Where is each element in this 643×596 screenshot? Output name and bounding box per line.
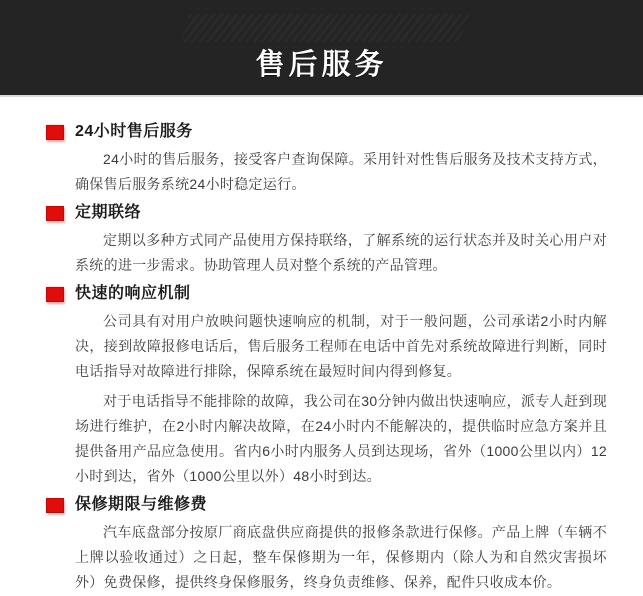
red-square-bullet-icon (46, 287, 64, 302)
section-paragraph: 24小时的售后服务，接受客户查询保障。采用针对性售后服务及技术支持方式，确保售后服务系统24小时稳定运行。 (75, 151, 607, 192)
page-header (0, 0, 643, 97)
section-regular-contact (46, 203, 607, 278)
section-heading: 24小时售后服务 (75, 123, 193, 140)
page-title: 售后服务 (255, 49, 388, 81)
section-heading-row (46, 284, 607, 304)
section-paragraph: 定期以多种方式同产品使用方保持联络，了解系统的运行状态并及时关心用户对系统的进一步需求。协助管理人员对整个系统的产品管理。 (75, 232, 607, 273)
section-heading-row (46, 203, 607, 223)
content (0, 97, 643, 595)
section-warranty-fees (46, 495, 607, 595)
section-heading-row (46, 495, 607, 515)
section-quick-response (46, 284, 607, 489)
red-square-bullet-icon (46, 498, 64, 513)
section-paragraph: 汽车底盘部分按原厂商底盘供应商提供的报修条款进行保修。产品上牌（车辆不上牌以验收通过）之日起，整车保修期为一年，保修期内（除人为和自然灾害损坏外）免费保修，提供终身保修服务，终身负责维修、保养，配件只收成本价。 (75, 524, 607, 590)
red-square-bullet-icon (46, 206, 64, 221)
section-heading: 保修期限与维修费 (75, 496, 208, 513)
section-paragraph: 公司具有对用户放映问题快速响应的机制，对于一般问题，公司承诺2小时内解决，接到故障报修电话后，售后服务工程师在电话中首先对系统故障进行判断，同时电话指导对故障进行排除，保障系统在最短时间内得到修复。 (75, 313, 607, 379)
red-square-bullet-icon (46, 125, 64, 140)
section-paragraph: 对于电话指导不能排除的故障，我公司在30分钟内做出快速响应，派专人赶到现场进行维护，在2小时内解决故障，在24小时内不能解决的，提供临时应急方案并且提供备用产品应急使用。省内6小时内服务人员到达现场，省外（1000公里以内）12小时到达，省外（1000公里以外）48小时到达。 (75, 393, 607, 484)
section-heading: 快速的响应机制 (75, 285, 191, 302)
section-heading-row (46, 122, 607, 142)
section-heading: 定期联络 (75, 204, 142, 221)
section-24h-after-sales (46, 122, 607, 197)
